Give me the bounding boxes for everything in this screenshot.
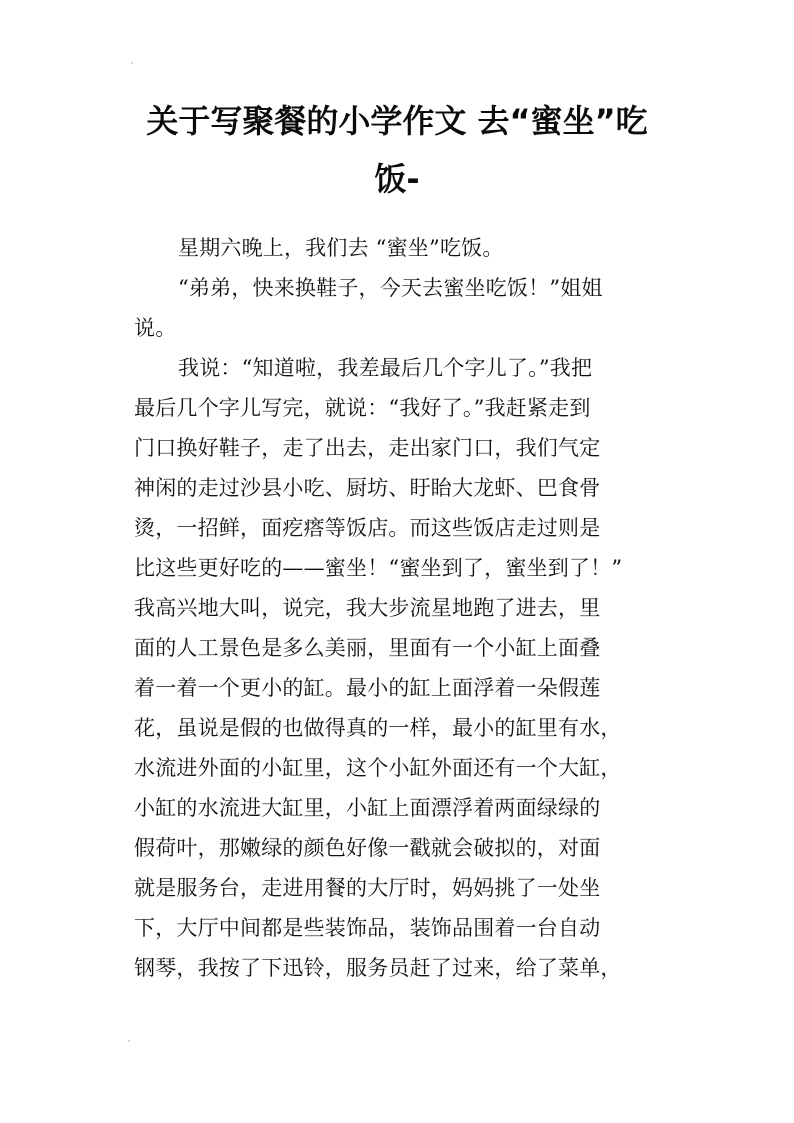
body-line: 说。 — [134, 316, 177, 340]
body-line: 神闲的走过沙县小吃、厨坊、盱眙大龙虾、巴食骨 — [134, 476, 601, 500]
document-body — [134, 228, 666, 988]
body-line: 烫，一招鲜，面疙瘩等饭店。而这些饭店走过则是 — [134, 516, 601, 540]
title-line: 饭- — [374, 160, 420, 198]
body-line: 着一着一个更小的缸。最小的缸上面浮着一朵假莲 — [134, 676, 601, 700]
body-line: 门口换好鞋子，走了出去，走出家门口，我们气定 — [134, 436, 601, 460]
body-line: 花，虽说是假的也做得真的一样，最小的缸里有水， — [134, 716, 622, 740]
document-title — [100, 92, 694, 208]
body-line: 面的人工景色是多么美丽，里面有一个小缸上面叠 — [134, 636, 601, 660]
body-line: 我高兴地大叫，说完，我大步流星地跑了进去，里 — [134, 596, 601, 620]
body-line: 小缸的水流进大缸里，小缸上面漂浮着两面绿绿的 — [134, 796, 601, 820]
body-line: 就是服务台，走进用餐的大厅时，妈妈挑了一处坐 — [134, 876, 601, 900]
scan-speck — [131, 62, 133, 64]
body-line: 我说：“知道啦，我差最后几个字儿了。”我把 — [178, 356, 593, 380]
body-line: 最后几个字儿写完，就说：“我好了。”我赶紧走到 — [134, 396, 591, 420]
body-line: 钢琴，我按了下迅铃，服务员赶了过来，给了菜单， — [134, 956, 622, 980]
body-line: 星期六晚上，我们去 “蜜坐”吃饭。 — [178, 236, 504, 260]
body-line: 假荷叶，那嫩绿的颜色好像一戳就会破拟的，对面 — [134, 836, 601, 860]
body-line: 下，大厅中间都是些装饰品，装饰品围着一台自动 — [134, 916, 601, 940]
body-line: “弟弟，快来换鞋子，今天去蜜坐吃饭！”姐姐 — [178, 276, 603, 300]
scan-speck — [128, 1040, 130, 1042]
title-line: 关于写聚餐的小学作文 去“蜜坐”吃 — [146, 102, 648, 140]
body-line: 水流进外面的小缸里，这个小缸外面还有一个大缸， — [134, 756, 622, 780]
body-line: 比这些更好吃的——蜜坐！“蜜坐到了，蜜坐到了！” — [134, 556, 623, 580]
